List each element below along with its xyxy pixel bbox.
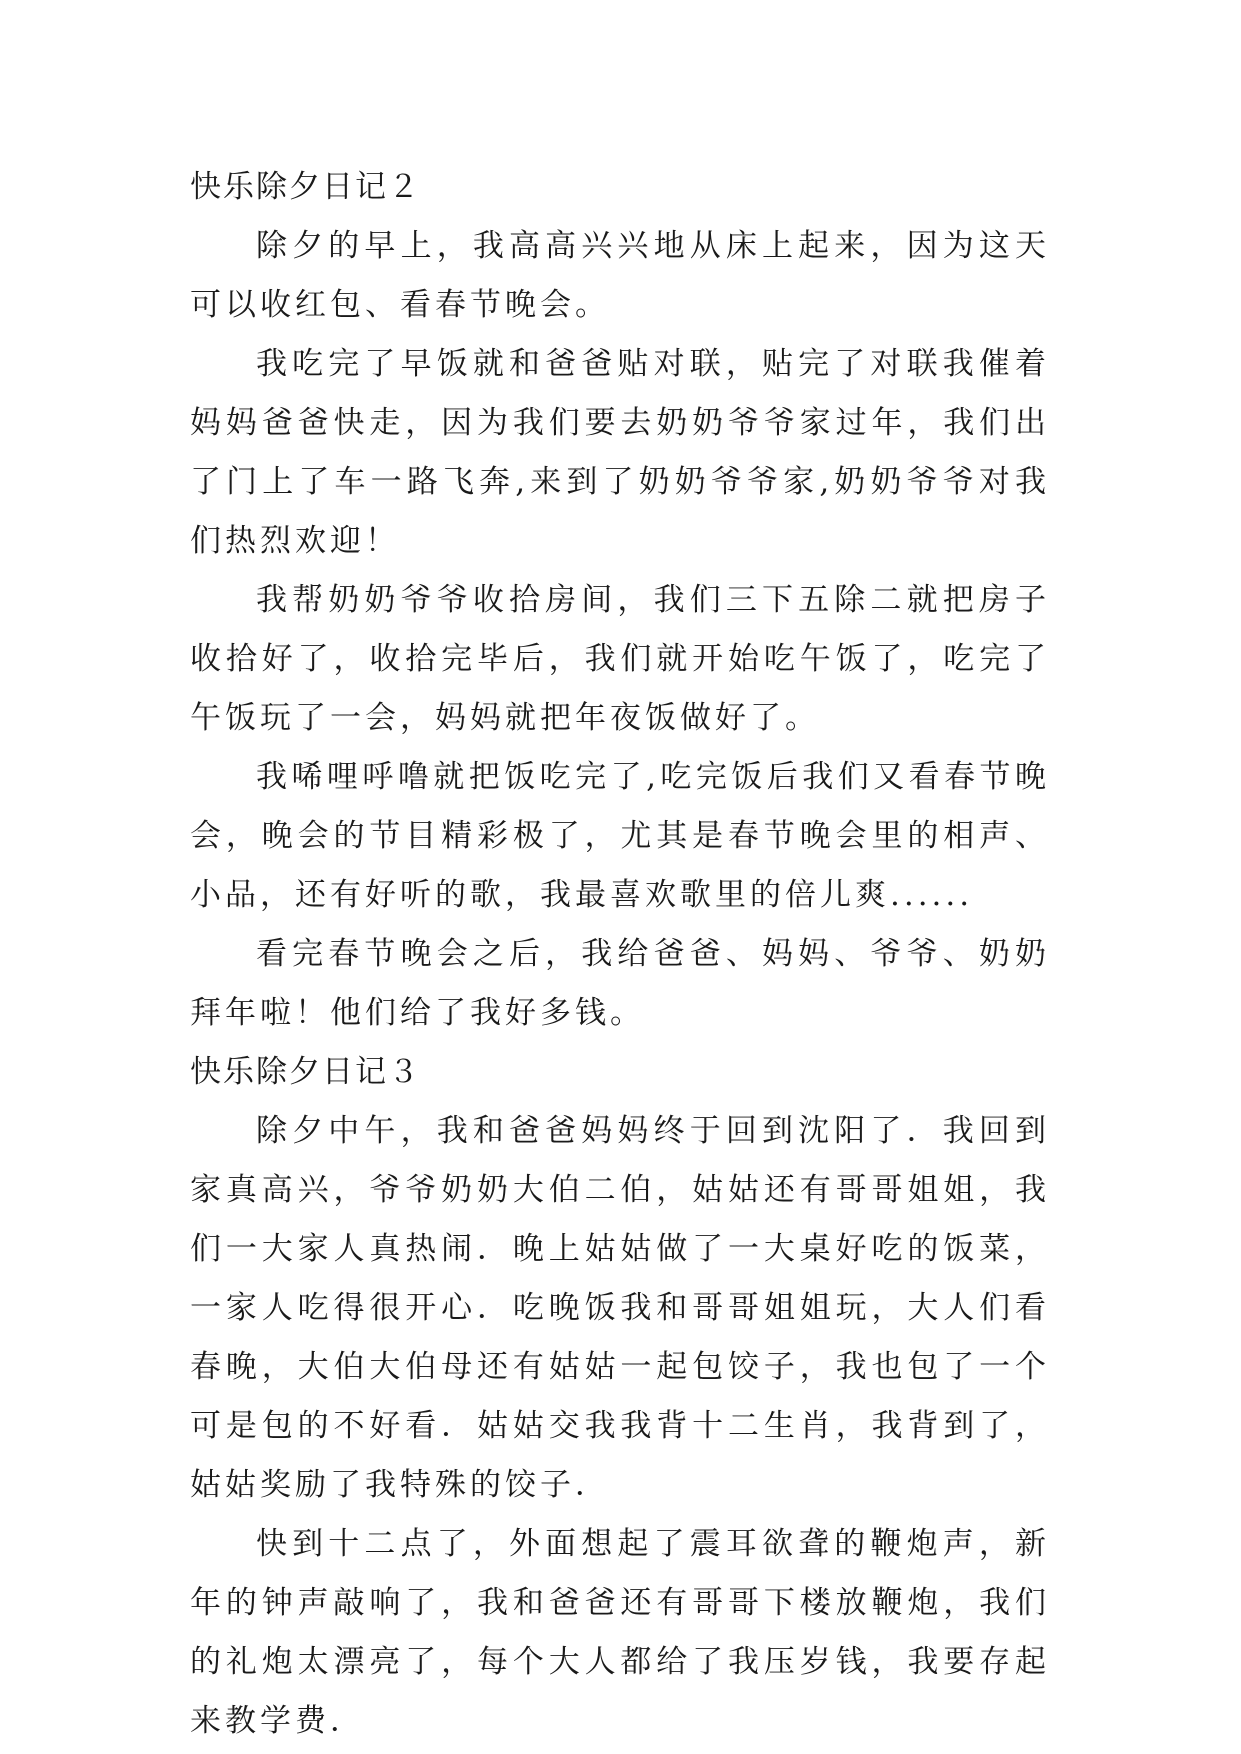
diary-entry-2 — [190, 158, 1050, 1043]
paragraph: 我帮奶奶爷爷收拾房间，我们三下五除二就把房子收拾好了，收拾完毕后，我们就开始吃午饭了，吃完了午饭玩了一会，妈妈就把年夜饭做好了。 — [190, 582, 1050, 736]
paragraph: 快到十二点了，外面想起了震耳欲聋的鞭炮声，新年的钟声敲响了，我和爸爸还有哥哥下楼放鞭炮，我们的礼炮太漂亮了，每个大人都给了我压岁钱，我要存起来教学费． — [190, 1526, 1050, 1739]
document-page — [190, 158, 1050, 1751]
paragraph: 除夕的早上，我高高兴兴地从床上起来，因为这天可以收红包、看春节晚会。 — [190, 228, 1050, 323]
paragraph: 看完春节晚会之后，我给爸爸、妈妈、爷爷、奶奶拜年啦！他们给了我好多钱。 — [190, 936, 1050, 1031]
diary-entry-3 — [190, 1043, 1050, 1751]
entry-title: 快乐除夕日记３ — [190, 1054, 421, 1090]
paragraph: 我吃完了早饭就和爸爸贴对联，贴完了对联我催着妈妈爸爸快走，因为我们要去奶奶爷爷家过年，我们出了门上了车一路飞奔,来到了奶奶爷爷家,奶奶爷爷对我们热烈欢迎！ — [190, 346, 1050, 559]
paragraph: 我唏哩呼噜就把饭吃完了,吃完饭后我们又看春节晚会，晚会的节目精彩极了，尤其是春节晚会里的相声、小品，还有好听的歌，我最喜欢歌里的倍儿爽...... — [190, 759, 1050, 913]
paragraph: 除夕中午，我和爸爸妈妈终于回到沈阳了．我回到家真高兴，爷爷奶奶大伯二伯，姑姑还有哥哥姐姐，我们一大家人真热闹．晚上姑姑做了一大桌好吃的饭菜，一家人吃得很开心．吃晚饭我和哥哥姐姐玩，大人们看春晚，大伯大伯母还有姑姑一起包饺子，我也包了一个可是包的不好看．姑姑交我我背十二生肖，我背到了，姑姑奖励了我特殊的饺子． — [190, 1113, 1050, 1503]
entry-title: 快乐除夕日记２ — [190, 169, 421, 205]
